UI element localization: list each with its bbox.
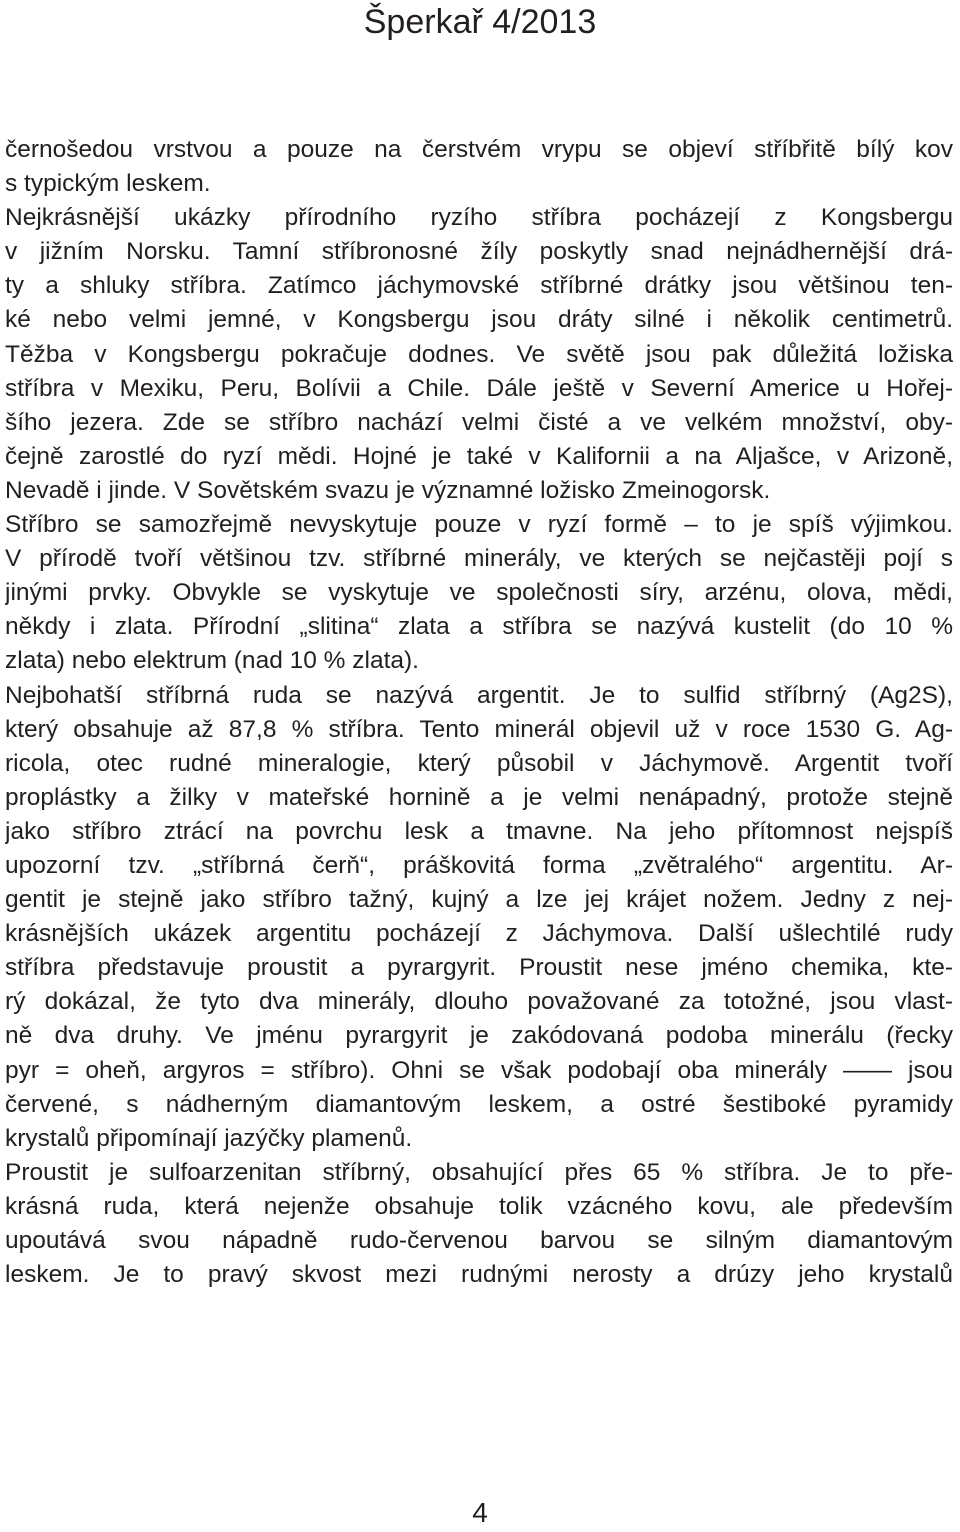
text-line: šího jezera. Zde se stříbro nachází velmi čisté a ve velkém množství, oby- — [5, 408, 953, 436]
text-line: ké nebo velmi jemné, v Kongsbergu jsou dráty silné i několik centimetrů. — [5, 306, 953, 334]
text-line: někdy i zlata. Přírodní „slitina“ zlata a stříbra se nazývá kustelit (do 10 % — [5, 613, 953, 641]
text-line: gentit je stejně jako stříbro tažný, kujný a lze jej krájet nožem. Jedny z nej- — [5, 886, 953, 914]
page-header-title: Šperkař 4/2013 — [363, 3, 597, 41]
text-line: Nevadě i jinde. V Sovětském svazu je významné ložisko Zmeinogorsk. — [5, 476, 771, 504]
text-line: ricola, otec rudné mineralogie, který působil v Jáchymově. Argentit tvoří — [5, 749, 953, 777]
text-line: rý dokázal, že tyto dva minerály, dlouho považované za totožné, jsou vlast- — [5, 988, 953, 1016]
text-line: stříbra představuje proustit a pyrargyrit. Proustit nese jméno chemika, kte- — [5, 954, 953, 982]
text-line: Stříbro se samozřejmě nevyskytuje pouze v ryzí formě – to je spíš výjimkou. — [5, 511, 953, 539]
text-line: Nejkrásnější ukázky přírodního ryzího stříbra pocházejí z Kongsbergu — [5, 204, 953, 232]
text-line: s typickým leskem. — [5, 170, 211, 198]
text-line: jinými prvky. Obvykle se vyskytuje ve společnosti síry, arzénu, olova, mědi, — [5, 579, 953, 607]
text-line: stříbra v Mexiku, Peru, Bolívii a Chile. Dále ještě v Severní Americe u Hořej- — [5, 374, 953, 402]
text-line: jako stříbro ztrácí na povrchu lesk a tmavne. Na jeho přítomnost nejspíš — [5, 817, 953, 845]
text-line: Těžba v Kongsbergu pokračuje dodnes. Ve světě jsou pak důležitá ložiska — [5, 340, 953, 368]
text-line: ně dva druhy. Ve jménu pyrargyrit je zakódovaná podoba minerálu (řecky — [5, 1022, 953, 1050]
text-line: zlata) nebo elektrum (nad 10 % zlata). — [5, 647, 419, 675]
text-line: v jižním Norsku. Tamní stříbronosné žíly poskytly snad nejnádhernější drá- — [5, 238, 953, 266]
article-body — [5, 133, 953, 1292]
text-line: upoutává svou nápadně rudo-červenou barvou se silným diamantovým — [5, 1227, 953, 1254]
text-line: V přírodě tvoří většinou tzv. stříbrné minerály, ve kterých se nejčastěji pojí s — [5, 545, 953, 573]
text-line: krásnějších ukázek argentitu pocházejí z Jáchymova. Další ušlechtilé rudy — [5, 920, 953, 948]
text-line: Nejbohatší stříbrná ruda se nazývá argentit. Je to sulfid stříbrný (Ag2S), — [5, 681, 953, 709]
page-number: 4 — [472, 1497, 488, 1528]
text-line: krásná ruda, která nejenže obsahuje tolik vzácného kovu, ale především — [5, 1192, 953, 1220]
text-line: černošedou vrstvou a pouze na čerstvém vrypu se objeví stříbřitě bílý kov — [5, 136, 953, 163]
text-line: čejně zarostlé do ryzí mědi. Hojné je také v Kalifornii a na Aljašce, v Arizoně, — [5, 442, 953, 470]
text-line: pyr = oheň, argyros = stříbro). Ohni se však podobají oba minerály —— jsou — [5, 1056, 953, 1084]
text-line: krystalů připomínají jazýčky plamenů. — [5, 1124, 413, 1152]
text-line: červené, s nádherným diamantovým leskem, a ostré šestiboké pyramidy — [5, 1090, 953, 1118]
text-line: Proustit je sulfoarzenitan stříbrný, obsahující přes 65 % stříbra. Je to pře- — [5, 1158, 953, 1186]
text-line: který obsahuje až 87,8 % stříbra. Tento minerál objevil už v roce 1530 G. Ag- — [5, 715, 953, 743]
text-line: leskem. Je to pravý skvost mezi rudnými nerosty a drúzy jeho krystalů — [5, 1261, 953, 1289]
text-line: ty a shluky stříbra. Zatímco jáchymovské stříbrné drátky jsou většinou ten- — [5, 272, 953, 300]
text-line: proplástky a žilky v mateřské hornině a je velmi nenápadný, protože stejně — [5, 783, 953, 811]
text-line: upozorní tzv. „stříbrná čerň“, práškovitá forma „zvětralého“ argentitu. Ar- — [5, 851, 953, 879]
